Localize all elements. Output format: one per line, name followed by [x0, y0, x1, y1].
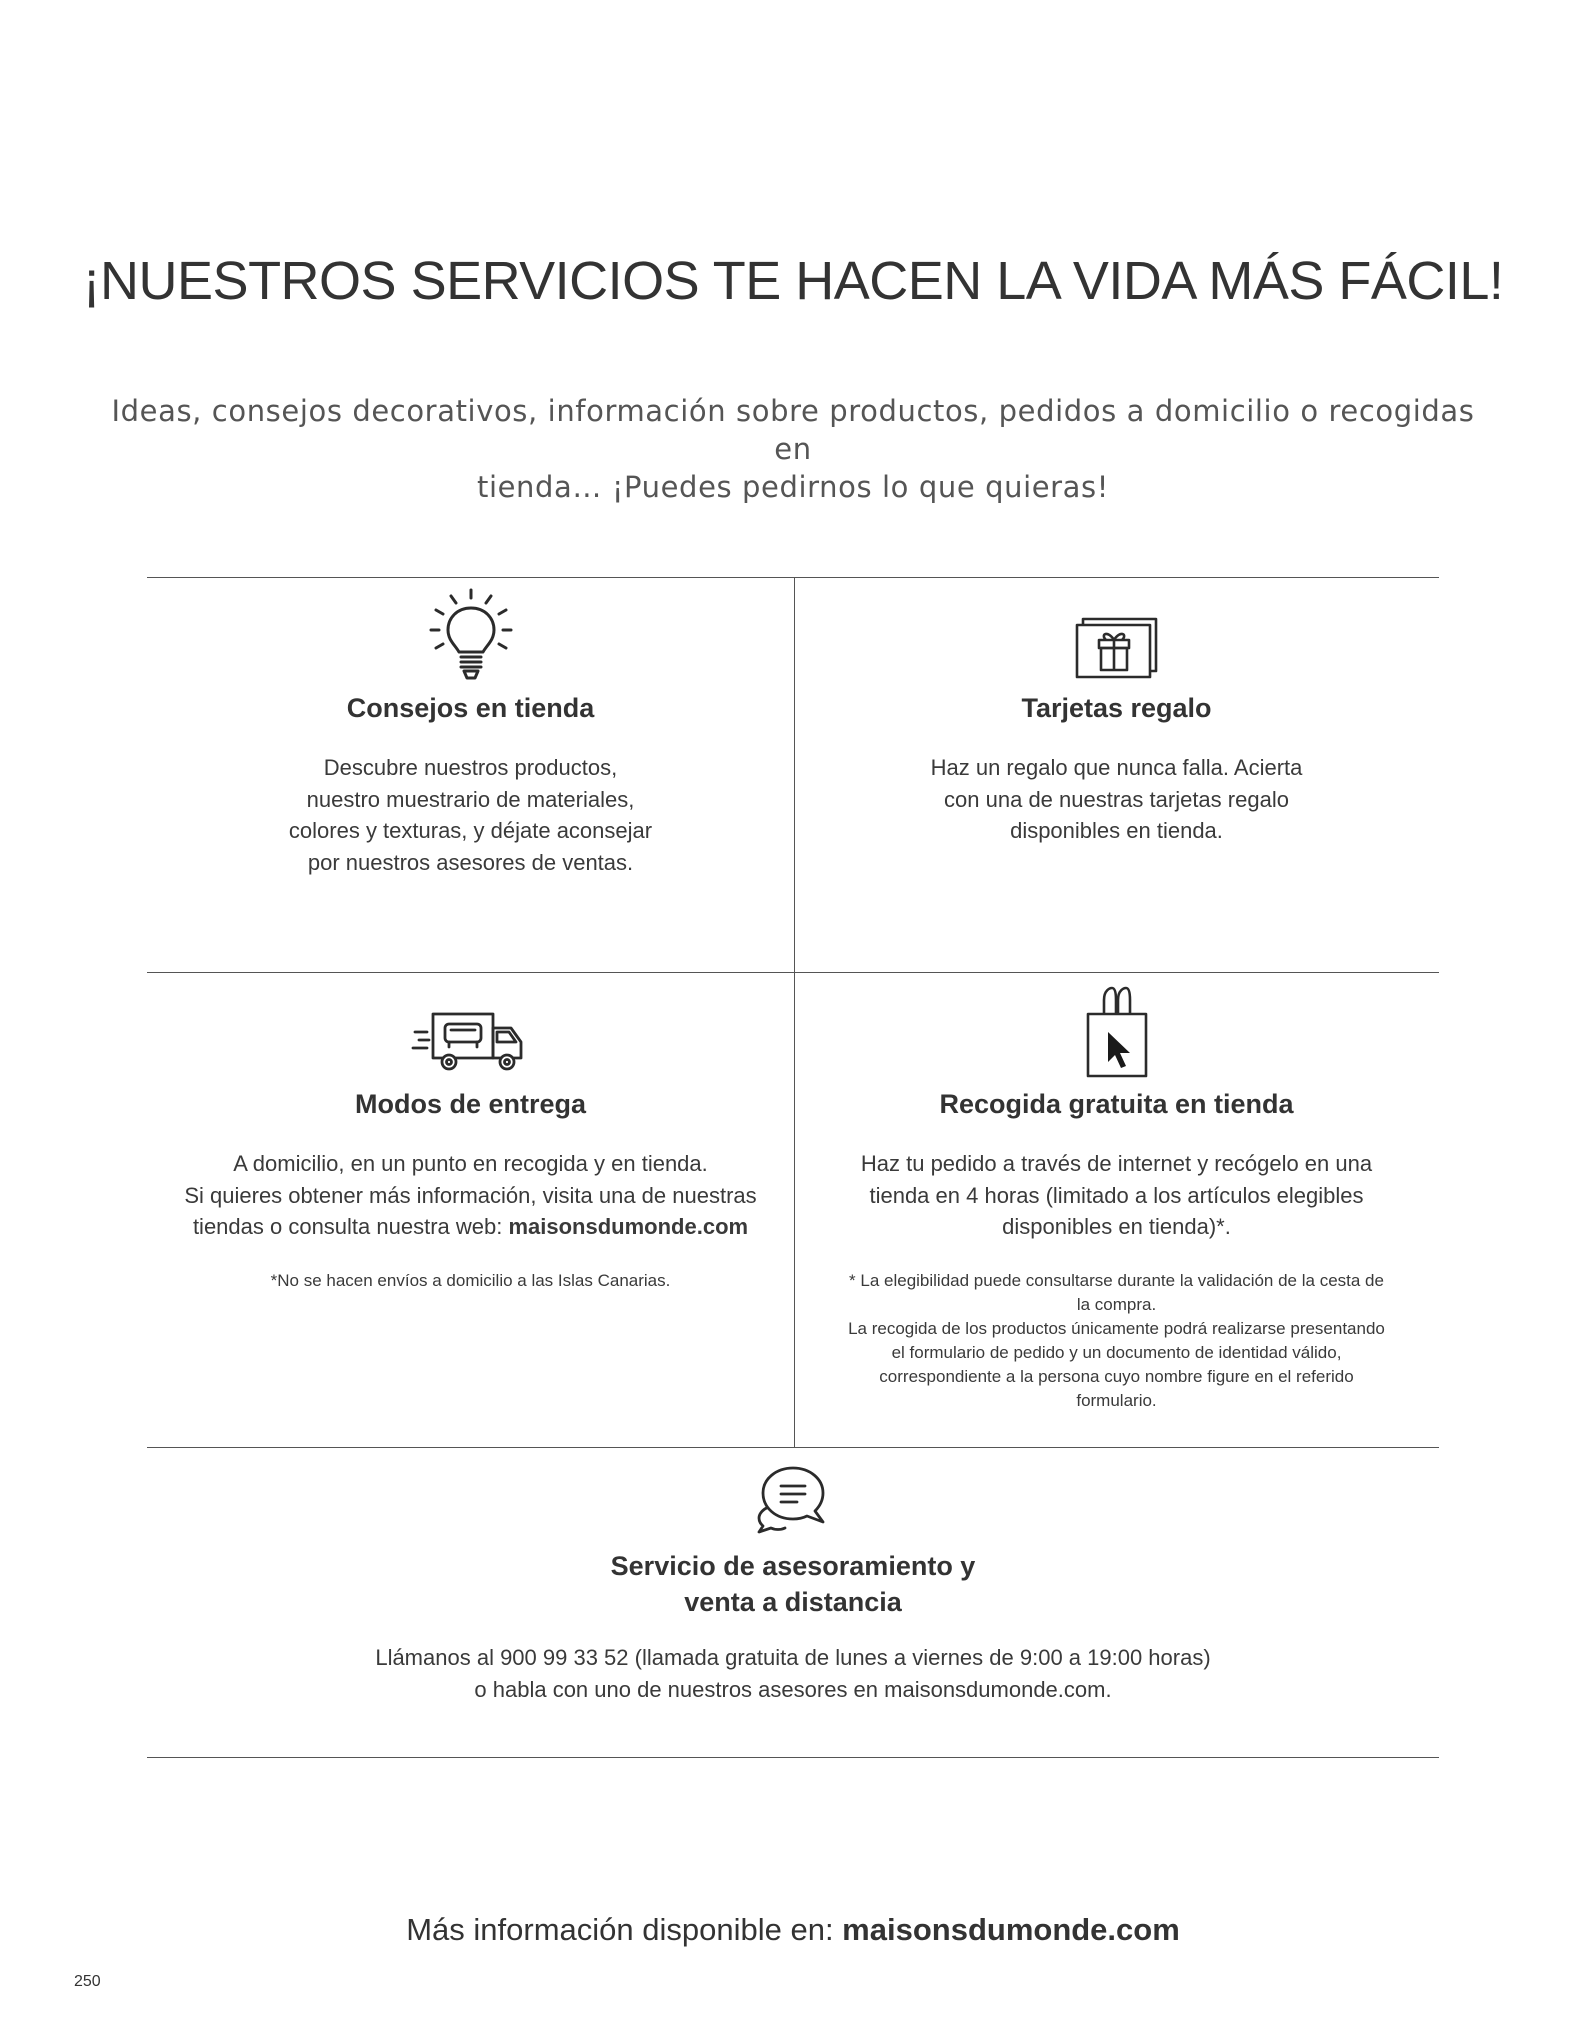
divider-top — [147, 577, 1439, 578]
service-gift-cards-text — [794, 752, 1439, 847]
text-line: nuestro muestrario de materiales, — [306, 786, 635, 812]
text-line: Llámanos al 900 99 33 52 (llamada gratuita de lunes a viernes de 9:00 a 19:00 horas) — [375, 1645, 1211, 1670]
subtitle-line-1: Ideas, consejos decorativos, información sobre productos, pedidos a domicilio o recogidas en — [111, 394, 1475, 466]
service-delivery-text — [147, 1148, 794, 1243]
footer-website-link[interactable]: maisonsdumonde.com — [842, 1912, 1180, 1947]
text-line: o habla con uno de nuestros asesores en maisonsdumonde.com. — [474, 1676, 1112, 1702]
page-number: 250 — [74, 1973, 101, 1990]
title-line: venta a distancia — [684, 1587, 902, 1617]
footer-more-info — [0, 1912, 1586, 1948]
page-title: ¡NUESTROS SERVICIOS TE HACEN LA VIDA MÁS FÁCIL! — [82, 251, 1504, 311]
subtitle-line-2: tienda… ¡Puedes pedirnos lo que quieras! — [476, 470, 1109, 504]
divider-lower — [147, 1447, 1439, 1448]
text-line: Haz tu pedido a través de internet y recógelo en una — [860, 1151, 1373, 1176]
divider-bottom — [147, 1757, 1439, 1758]
text-line: colores y texturas, y déjate aconsejar — [288, 818, 653, 843]
text-line: Descubre nuestros productos, — [323, 755, 618, 780]
service-gift-cards — [794, 588, 1439, 847]
text-line: por nuestros asesores de ventas. — [307, 849, 634, 875]
text-line: con una de nuestras tarjetas regalo — [944, 786, 1289, 812]
text-line: disponibles en tienda. — [1010, 818, 1223, 843]
website-link[interactable]: maisonsdumonde.com — [508, 1214, 749, 1239]
service-delivery-title: Modos de entrega — [354, 1089, 587, 1119]
note-line: correspondiente a la persona cuyo nombre figure en el referido — [879, 1366, 1354, 1386]
service-pickup-notes — [794, 1269, 1439, 1413]
text-line: Si quieres obtener más información, visita una de nuestras — [184, 1182, 757, 1208]
gift-card-icon — [1072, 588, 1162, 684]
service-gift-cards-title: Tarjetas regalo — [1021, 693, 1212, 723]
divider-middle — [147, 972, 1439, 973]
service-pickup-text — [794, 1148, 1439, 1243]
service-delivery — [147, 984, 794, 1293]
service-remote — [147, 1462, 1439, 1705]
service-remote-text — [147, 1642, 1439, 1705]
footer-prefix: Más información disponible en: — [406, 1912, 843, 1947]
chat-bubbles-icon — [753, 1462, 833, 1534]
text-fragment: tiendas o consulta nuestra web: — [192, 1214, 509, 1239]
service-remote-title — [147, 1548, 1439, 1620]
service-pickup-title: Recogida gratuita en tienda — [939, 1089, 1294, 1119]
note-line: * La elegibilidad puede consultarse durante la validación de la cesta de — [849, 1270, 1384, 1290]
text-line: disponibles en tienda)*. — [1002, 1214, 1231, 1239]
shopping-bag-cursor-icon — [1072, 984, 1162, 1080]
note-line: formulario. — [1076, 1390, 1157, 1410]
service-pickup — [794, 984, 1439, 1413]
text-line: tienda en 4 horas (limitado a los artículos elegibles — [869, 1182, 1364, 1208]
service-delivery-note: *No se hacen envíos a domicilio a las Islas Canarias. — [270, 1270, 671, 1290]
service-advice-title: Consejos en tienda — [346, 693, 595, 723]
page-subtitle — [110, 392, 1476, 506]
service-advice — [147, 588, 794, 878]
text-line: A domicilio, en un punto en recogida y en tienda. — [233, 1151, 708, 1176]
title-line: Servicio de asesoramiento y — [610, 1551, 976, 1581]
text-line — [147, 1211, 794, 1243]
delivery-truck-icon — [411, 984, 531, 1080]
service-advice-text — [147, 752, 794, 878]
note-line: la compra. — [1076, 1294, 1157, 1314]
lightbulb-icon — [426, 588, 516, 684]
text-line: Haz un regalo que nunca falla. Acierta — [930, 755, 1303, 780]
note-line: el formulario de pedido y un documento de identidad válido, — [891, 1342, 1342, 1362]
note-line: La recogida de los productos únicamente podrá realizarse presentando — [848, 1318, 1385, 1338]
